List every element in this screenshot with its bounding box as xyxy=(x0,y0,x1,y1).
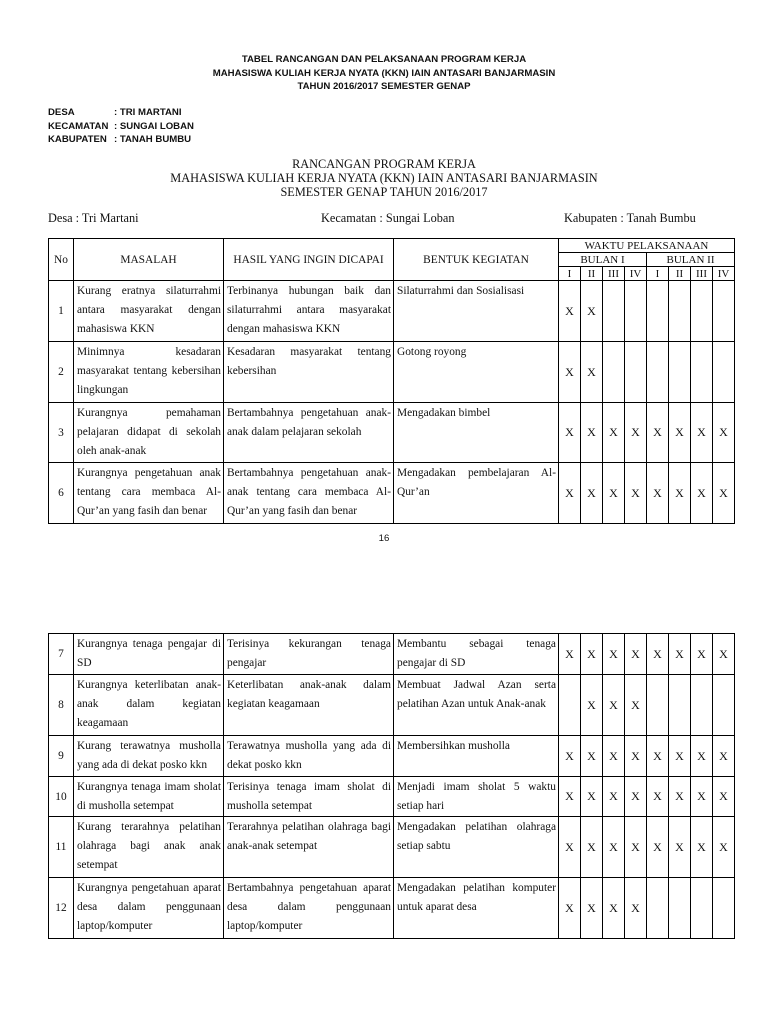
week-header: III xyxy=(603,267,625,281)
table-row xyxy=(49,675,735,736)
schedule-mark: X xyxy=(603,463,625,524)
schedule-mark xyxy=(691,281,713,342)
schedule-mark: X xyxy=(603,634,625,675)
schedule-mark xyxy=(647,281,669,342)
schedule-mark: X xyxy=(603,777,625,817)
schedule-mark: X xyxy=(581,463,603,524)
week-header: II xyxy=(669,267,691,281)
schedule-mark: X xyxy=(603,878,625,939)
row-hasil: Terarahnya pelatihan olahraga bagi anak-anak setempat xyxy=(224,817,394,878)
schedule-mark: X xyxy=(581,817,603,878)
schedule-mark: X xyxy=(581,878,603,939)
row-bentuk: Membuat Jadwal Azan serta pelatihan Azan untuk Anak-anak xyxy=(394,675,559,736)
info-kabupaten: Kabupaten : Tanah Bumbu xyxy=(564,211,696,225)
program-table-page-1 xyxy=(48,238,735,524)
schedule-mark: X xyxy=(559,463,581,524)
row-masalah: Kurang eratnya silaturrahmi antara masyarakat dengan mahasiswa KKN xyxy=(74,281,224,342)
schedule-mark xyxy=(691,878,713,939)
schedule-mark xyxy=(669,342,691,403)
schedule-mark: X xyxy=(559,736,581,777)
row-number: 3 xyxy=(49,403,74,463)
schedule-mark: X xyxy=(669,777,691,817)
schedule-mark: X xyxy=(581,736,603,777)
schedule-mark: X xyxy=(625,736,647,777)
kecamatan-label: KECAMATAN xyxy=(48,120,109,132)
schedule-mark: X xyxy=(625,817,647,878)
schedule-mark: X xyxy=(625,403,647,463)
row-masalah: Kurangnya pengetahuan anak tentang cara membaca Al-Qur’an yang fasih dan benar xyxy=(74,463,224,524)
row-hasil: Terawatnya musholla yang ada di dekat posko kkn xyxy=(224,736,394,777)
table-row xyxy=(49,817,735,878)
row-masalah: Kurang terawatnya musholla yang ada di dekat posko kkn xyxy=(74,736,224,777)
schedule-mark: X xyxy=(713,777,735,817)
schedule-mark: X xyxy=(581,403,603,463)
schedule-mark: X xyxy=(581,281,603,342)
row-number: 6 xyxy=(49,463,74,524)
row-hasil: Keterlibatan anak-anak dalam kegiatan keagamaan xyxy=(224,675,394,736)
info-kecamatan: Kecamatan : Sungai Loban xyxy=(321,211,455,225)
schedule-mark: X xyxy=(625,463,647,524)
row-number: 9 xyxy=(49,736,74,777)
schedule-mark xyxy=(691,675,713,736)
schedule-mark: X xyxy=(669,463,691,524)
schedule-mark xyxy=(647,342,669,403)
schedule-mark: X xyxy=(625,675,647,736)
row-number: 1 xyxy=(49,281,74,342)
header-line-1: TABEL RANCANGAN DAN PELAKSANAAN PROGRAM KERJA xyxy=(241,54,527,65)
schedule-mark: X xyxy=(625,878,647,939)
col-masalah-header: MASALAH xyxy=(74,239,224,281)
schedule-mark: X xyxy=(559,634,581,675)
schedule-mark: X xyxy=(647,463,669,524)
desa-label: DESA xyxy=(48,107,75,118)
schedule-mark: X xyxy=(559,878,581,939)
row-hasil: Kesadaran masyarakat tentang kebersihan xyxy=(224,342,394,403)
schedule-mark: X xyxy=(559,342,581,403)
schedule-mark xyxy=(691,342,713,403)
schedule-mark: X xyxy=(603,675,625,736)
schedule-mark xyxy=(669,675,691,736)
schedule-mark xyxy=(647,878,669,939)
schedule-mark xyxy=(603,281,625,342)
title-line-1: RANCANGAN PROGRAM KERJA xyxy=(292,157,476,171)
schedule-mark: X xyxy=(647,634,669,675)
header-line-2: MAHASISWA KULIAH KERJA NYATA (KKN) IAIN ANTASARI BANJARMASIN xyxy=(212,67,556,79)
schedule-mark: X xyxy=(713,634,735,675)
location-kabupaten xyxy=(48,133,194,147)
page-number: 16 xyxy=(378,533,390,544)
schedule-mark: X xyxy=(581,675,603,736)
schedule-mark: X xyxy=(647,403,669,463)
info-desa: Desa : Tri Martani xyxy=(48,211,139,225)
schedule-mark: X xyxy=(625,777,647,817)
kecamatan-value: : SUNGAI LOBAN xyxy=(114,120,194,132)
schedule-mark: X xyxy=(625,634,647,675)
row-bentuk: Mengadakan pelatihan olahraga setiap sabtu xyxy=(394,817,559,878)
waktu-pelaksanaan-header: WAKTU PELAKSANAAN xyxy=(559,239,735,253)
schedule-mark xyxy=(669,281,691,342)
row-bentuk: Mengadakan pembelajaran Al-Qur’an xyxy=(394,463,559,524)
table-row xyxy=(49,403,735,463)
row-hasil: Terbinanya hubungan baik dan silaturrahmi antara masyarakat dengan mahasiswa KKN xyxy=(224,281,394,342)
schedule-mark: X xyxy=(669,817,691,878)
table-row xyxy=(49,342,735,403)
table-row xyxy=(49,281,735,342)
kabupaten-value: : TANAH BUMBU xyxy=(114,134,192,146)
schedule-mark: X xyxy=(713,736,735,777)
row-masalah: Kurangnya keterlibatan anak-anak dalam kegiatan keagamaan xyxy=(74,675,224,736)
schedule-mark: X xyxy=(691,817,713,878)
plan-title xyxy=(0,157,768,199)
schedule-mark: X xyxy=(581,634,603,675)
schedule-mark: X xyxy=(581,777,603,817)
row-hasil: Bertambahnya pengetahuan anak-anak dalam pelajaran sekolah xyxy=(224,403,394,463)
table-row xyxy=(49,878,735,939)
location-desa xyxy=(48,106,194,120)
row-number: 11 xyxy=(49,817,74,878)
title-line-2: MAHASISWA KULIAH KERJA NYATA (KKN) IAIN ANTASARI BANJARMASIN xyxy=(170,171,598,185)
schedule-mark xyxy=(713,878,735,939)
row-bentuk: Mengadakan bimbel xyxy=(394,403,559,463)
schedule-mark xyxy=(713,675,735,736)
title-line-3: SEMESTER GENAP TAHUN 2016/2017 xyxy=(280,185,488,199)
row-masalah: Kurang terarahnya pelatihan olahraga bagi anak anak setempat xyxy=(74,817,224,878)
bulan-2-header: BULAN II xyxy=(647,253,735,267)
schedule-mark: X xyxy=(713,817,735,878)
row-bentuk: Menjadi imam sholat 5 waktu setiap hari xyxy=(394,777,559,817)
schedule-mark: X xyxy=(669,736,691,777)
location-block xyxy=(48,106,194,147)
schedule-mark: X xyxy=(647,817,669,878)
row-hasil: Terisinya kekurangan tenaga pengajar xyxy=(224,634,394,675)
schedule-mark: X xyxy=(691,634,713,675)
schedule-mark: X xyxy=(647,777,669,817)
schedule-mark: X xyxy=(559,403,581,463)
col-bentuk-header: BENTUK KEGIATAN xyxy=(394,239,559,281)
schedule-mark: X xyxy=(669,403,691,463)
row-number: 7 xyxy=(49,634,74,675)
row-bentuk: Silaturrahmi dan Sosialisasi xyxy=(394,281,559,342)
schedule-mark: X xyxy=(669,634,691,675)
row-number: 2 xyxy=(49,342,74,403)
row-masalah: Kurangnya pemahaman pelajaran didapat di sekolah oleh anak-anak xyxy=(74,403,224,463)
week-header: IV xyxy=(625,267,647,281)
row-number: 8 xyxy=(49,675,74,736)
header-line-3: TAHUN 2016/2017 SEMESTER GENAP xyxy=(297,81,471,93)
table-row xyxy=(49,736,735,777)
week-header: IV xyxy=(713,267,735,281)
row-masalah: Kurangnya tenaga pengajar di SD xyxy=(74,634,224,675)
week-header: III xyxy=(691,267,713,281)
row-bentuk: Mengadakan pelatihan komputer untuk aparat desa xyxy=(394,878,559,939)
schedule-mark xyxy=(713,342,735,403)
week-header: II xyxy=(581,267,603,281)
row-hasil: Terisinya tenaga imam sholat di musholla setempat xyxy=(224,777,394,817)
schedule-mark xyxy=(603,342,625,403)
schedule-mark: X xyxy=(603,736,625,777)
col-no-header: No xyxy=(49,239,74,281)
kabupaten-label: KABUPATEN xyxy=(48,134,107,146)
row-masalah: Minimnya kesadaran masyarakat tentang kebersihan lingkungan xyxy=(74,342,224,403)
location-kecamatan xyxy=(48,120,194,134)
week-header: I xyxy=(647,267,669,281)
row-bentuk: Gotong royong xyxy=(394,342,559,403)
schedule-mark: X xyxy=(603,403,625,463)
schedule-mark: X xyxy=(559,777,581,817)
document-header xyxy=(0,53,768,94)
row-hasil: Bertambahnya pengetahuan anak-anak tentang cara membaca Al-Qur’an yang fasih dan benar xyxy=(224,463,394,524)
schedule-mark: X xyxy=(559,817,581,878)
row-masalah: Kurangnya tenaga imam sholat di musholla setempat xyxy=(74,777,224,817)
table-row xyxy=(49,777,735,817)
schedule-mark: X xyxy=(691,736,713,777)
program-table-page-2 xyxy=(48,633,735,939)
schedule-mark: X xyxy=(603,817,625,878)
row-number: 12 xyxy=(49,878,74,939)
row-masalah: Kurangnya pengetahuan aparat desa dalam penggunaan laptop/komputer xyxy=(74,878,224,939)
row-hasil: Bertambahnya pengetahuan aparat desa dalam penggunaan laptop/komputer xyxy=(224,878,394,939)
schedule-mark: X xyxy=(713,463,735,524)
schedule-mark: X xyxy=(691,463,713,524)
schedule-mark xyxy=(625,342,647,403)
schedule-mark xyxy=(669,878,691,939)
schedule-mark: X xyxy=(691,403,713,463)
bulan-1-header: BULAN I xyxy=(559,253,647,267)
schedule-mark: X xyxy=(647,736,669,777)
schedule-mark: X xyxy=(691,777,713,817)
schedule-mark xyxy=(559,675,581,736)
table-row xyxy=(49,463,735,524)
schedule-mark: X xyxy=(559,281,581,342)
week-header: I xyxy=(559,267,581,281)
row-bentuk: Membersihkan musholla xyxy=(394,736,559,777)
desa-value: : TRI MARTANI xyxy=(114,107,182,118)
schedule-mark xyxy=(713,281,735,342)
col-hasil-header: HASIL YANG INGIN DICAPAI xyxy=(224,239,394,281)
row-number: 10 xyxy=(49,777,74,817)
schedule-mark xyxy=(625,281,647,342)
table-row xyxy=(49,634,735,675)
row-bentuk: Membantu sebagai tenaga pengajar di SD xyxy=(394,634,559,675)
schedule-mark xyxy=(647,675,669,736)
schedule-mark: X xyxy=(713,403,735,463)
schedule-mark: X xyxy=(581,342,603,403)
